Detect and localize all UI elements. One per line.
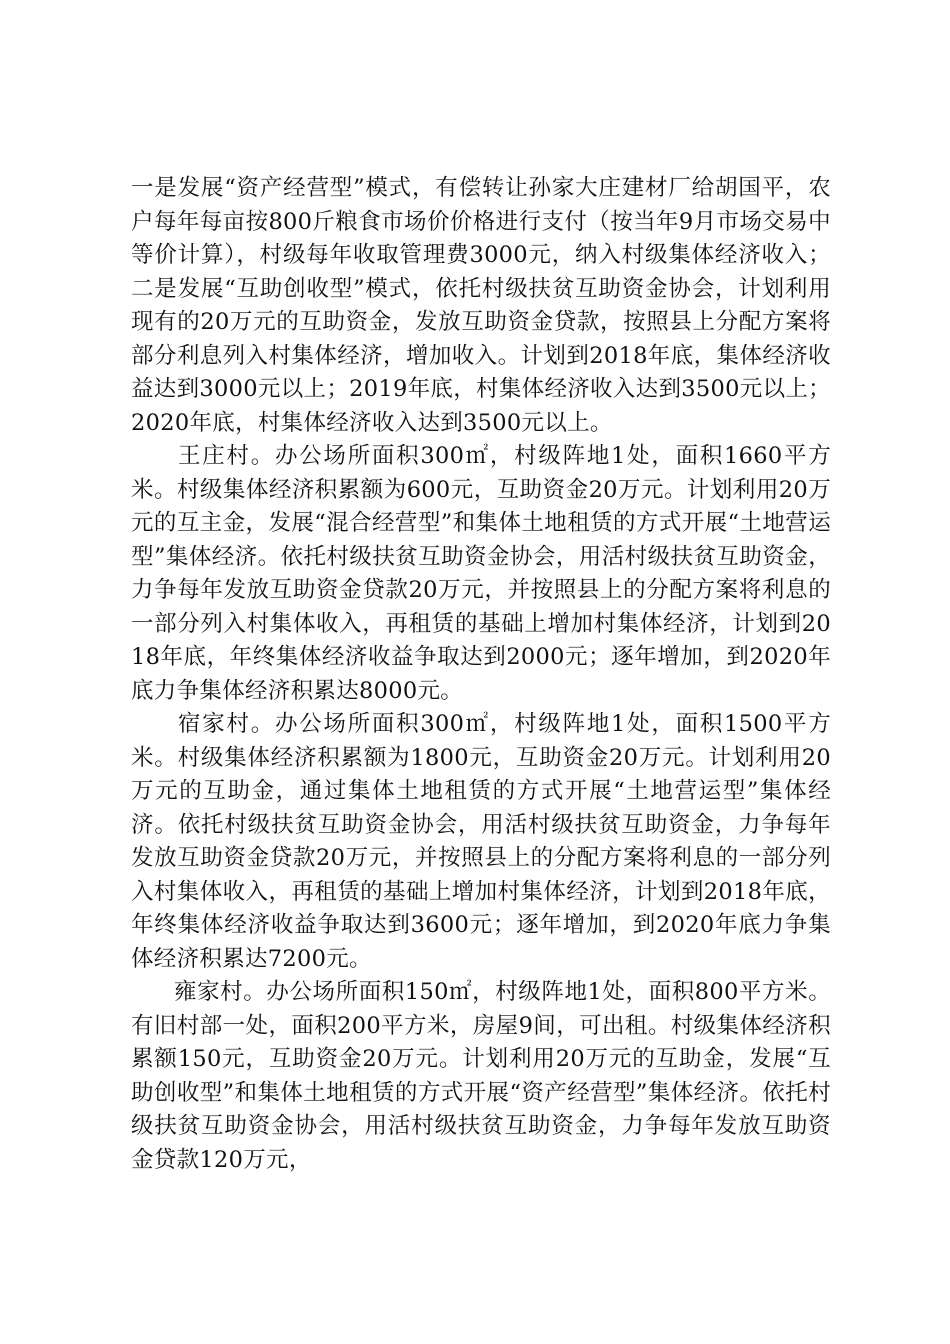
paragraph-sujia-village: 宿家村。办公场所面积300㎡，村级阵地1处，面积1500平方米。村级集体经济积累额为1800元，互助资金20万元。计划利用20万元的互助金，通过集体土地租赁的方式开展“土地营运型”集体经济。依托村级扶贫互助资金协会，用活村级扶贫互助资金，力争每年发放互助资金贷款20万元，并按照县上的分配方案将利息的一部分列入村集体收入，再租赁的基础上增加村集体经济，计划到2018年底，年终集体经济收益争取达到3600元；逐年增加，到2020年底力争集体经济积累达7200元。 <box>131 711 831 972</box>
document-body <box>131 172 831 1177</box>
paragraph-wangzhuang-village: 王庄村。办公场所面积300㎡，村级阵地1处，面积1660平方米。村级集体经济积累额为600元，互助资金20万元。计划利用20万元的互主金，发展“混合经营型”和集体土地租赁的方式开展“土地营运型”集体经济。依托村级扶贫互助资金协会，用活村级扶贫互助资金，力争每年发放互助资金贷款20万元，并按照县上的分配方案将利息的一部分列入村集体收入，再租赁的基础上增加村集体经济，计划到2018年底，年终集体经济收益争取达到2000元；逐年增加，到2020年底力争集体经济积累达8000元。 <box>131 443 831 704</box>
paragraph-yongjia-village: 雍家村。办公场所面积150㎡，村级阵地1处，面积800平方米。有旧村部一处，面积200平方米，房屋9间，可出租。村级集体经济积累额150元，互助资金20万元。计划利用20万元的互助金，发展“互助创收型”和集体土地租赁的方式开展“资产经营型”集体经济。依托村级扶贫互助资金协会，用活村级扶贫互助资金，力争每年发放互助资金贷款120万元， <box>131 979 831 1173</box>
paragraph-intro: 一是发展“资产经营型”模式，有偿转让孙家大庄建材厂给胡国平，农户每年每亩按800斤粮食市场价价格进行支付（按当年9月市场交易中等价计算），村级每年收取管理费3000元，纳入村级集体经济收入；二是发展“互助创收型”模式，依托村级扶贫互助资金协会，计划利用现有的20万元的互助资金，发放互助资金贷款，按照县上分配方案将部分利息列入村集体经济，增加收入。计划到2018年底，集体经济收益达到3000元以上；2019年底，村集体经济收入达到3500元以上；2020年底，村集体经济收入达到3500元以上。 <box>131 175 831 436</box>
